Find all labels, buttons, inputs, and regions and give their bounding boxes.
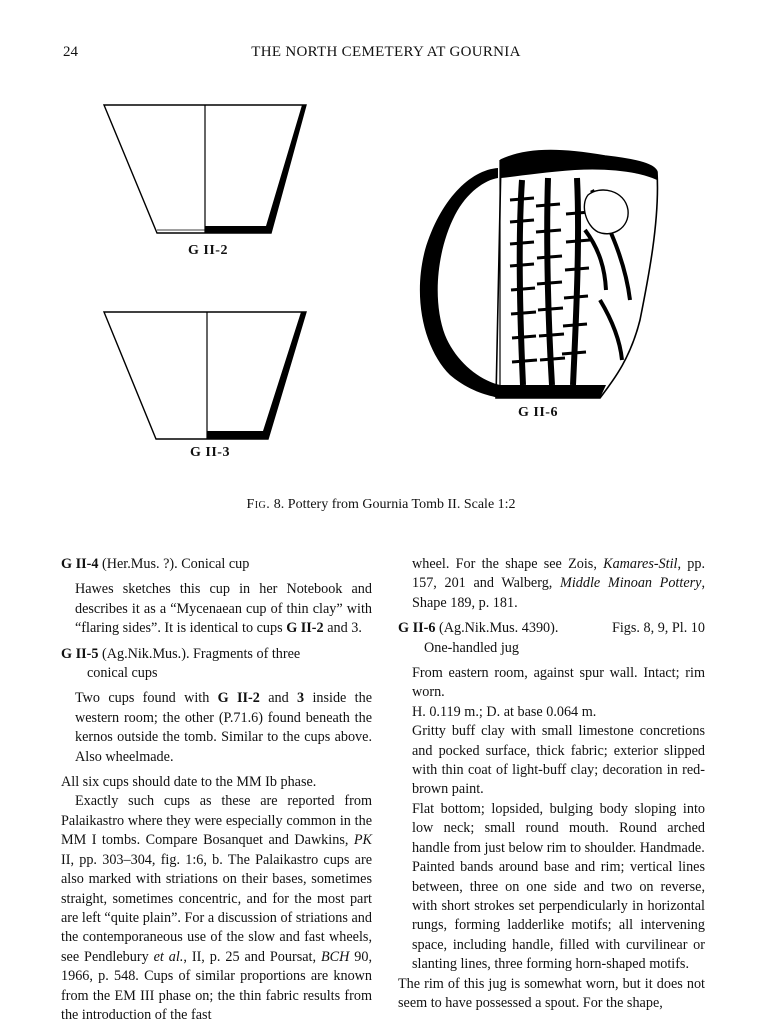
entry-g2-6-decoration: Painted bands around base and rim; vertical lines between, three on one side and two on reverse, with short strokes set perpendicularly in horizontal rungs, forming ladderlike motifs; all intervening space, including handle, filled with curvilinear or slanting lines, three forming horn-shaped motifs. bbox=[412, 859, 705, 973]
left-column bbox=[61, 555, 372, 1025]
label-g2-6: G II-6 bbox=[518, 405, 558, 420]
entry-g2-6-shape: Flat bottom; lopsided, bulging body sloping into low neck; small round mouth. Round arched handle from just below rim to shoulder. Handmade. bbox=[412, 800, 705, 856]
entry-g2-6-fabric: Gritty buff clay with small limestone concretions and pocked surface, thick fabric; exterior slipped with thin coat of light-buff clay; decoration in red-brown paint. bbox=[412, 723, 705, 798]
running-title: THE NORTH CEMETERY AT GOURNIA bbox=[251, 44, 521, 60]
page-number: 24 bbox=[63, 44, 78, 60]
figure-caption: Fig. 8. Pottery from Gournia Tomb II. Scale 1:2 bbox=[246, 497, 516, 512]
entry-g2-4-body: Hawes sketches this cup in her Notebook and describes it as a “Mycenaean cup of thin clay” with “flaring sides”. It is identical to cups G II-2 and 3. bbox=[75, 581, 372, 637]
jug-g2-6-drawing bbox=[420, 151, 658, 399]
continuation-paragraph: wheel. For the shape see Zois, Kamares-Stil, pp. 157, 201 and Walberg, Middle Minoan Pottery, Shape 189, p. 181. bbox=[412, 556, 706, 611]
dating-paragraph: All six cups should date to the MM Ib phase. bbox=[61, 774, 317, 791]
entry-g2-4-heading: G II-4 (Her.Mus. ?). Conical cup bbox=[61, 556, 250, 572]
entry-g2-5-body: Two cups found with G II-2 and 3 inside the western room; the other (P.71.6) found beneath the kernos outside the tomb. Similar to the cups above. Also wheelmade. bbox=[75, 690, 372, 765]
entry-g2-6-dimensions: H. 0.119 m.; D. at base 0.064 m. bbox=[412, 703, 597, 720]
figure-8-drawings bbox=[0, 0, 762, 480]
label-g2-2: G II-2 bbox=[188, 243, 228, 258]
entry-g2-6-heading-line2: One-handled jug bbox=[424, 639, 519, 656]
cup-g2-3-drawing bbox=[104, 312, 306, 439]
right-column bbox=[398, 555, 705, 1013]
comparanda-paragraph: Exactly such cups as these are reported from Palaikastro where they were especially common in the MM I tombs. Compare Bosanquet and Dawkins, PK II, pp. 303–304, fig. 1:6, b. The Palaikastro cups are also marked with striations on their bases, sometimes straight, sometimes concentric, and for the most part are left “quite plain”. For a discussion of striations and the contemporaneous use of the slow and fast wheels, see Pendlebury et al., II, p. 25 and Poursat, BCH 90, 1966, p. 548. Cups of similar proportions are known from the EM III phase on; the thin fabric results from the introduction of the fast bbox=[61, 793, 372, 1023]
entry-g2-6-findspot: From eastern room, against spur wall. Intact; rim worn. bbox=[412, 665, 705, 701]
cup-g2-2-drawing bbox=[104, 105, 306, 233]
rim-discussion-paragraph: The rim of this jug is somewhat worn, but it does not seem to have possessed a spout. For the shape, bbox=[398, 975, 705, 1011]
entry-g2-6-heading: G II-6 (Ag.Nik.Mus. 4390). Figs. 8, 9, Pl. 10 bbox=[398, 619, 705, 638]
label-g2-3: G II-3 bbox=[190, 445, 230, 460]
entry-g2-5-heading: G II-5 (Ag.Nik.Mus.). Fragments of three bbox=[61, 645, 301, 662]
entry-g2-5-heading-line2: conical cups bbox=[87, 665, 158, 682]
entry-g2-6-figure-refs: Figs. 8, 9, Pl. 10 bbox=[611, 620, 705, 637]
